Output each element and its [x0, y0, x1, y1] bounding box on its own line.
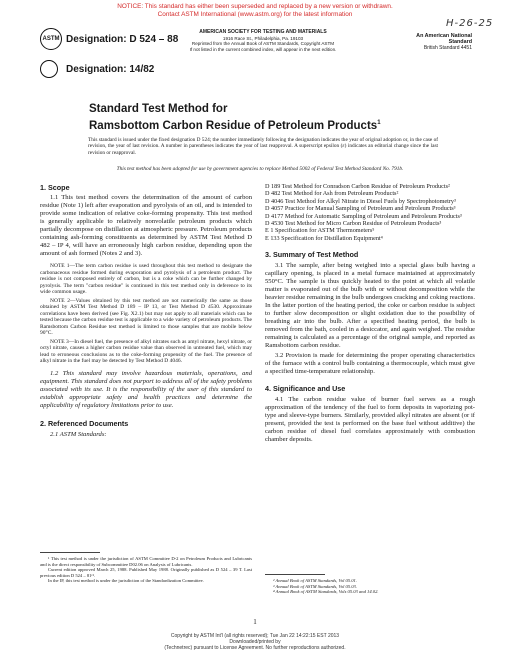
license-line-3: (Technetrec) pursuant to License Agreement. No further reproductions authorized.: [164, 645, 346, 651]
list-item: D 4177 Method for Automatic Sampling of Petroleum and Petroleum Products³: [265, 212, 462, 220]
footnote-4: ⁴ Annual Book of ASTM Standards, Vols 05.03 and 14.02.: [273, 589, 379, 595]
withdrawn-notice: [0, 3, 510, 19]
list-item: E 1 Specification for ASTM Thermometers⁵: [265, 227, 375, 235]
note-1: NOTE 1—The term carbon residue is used throughout this test method to designate the carbonaceous residue formed during evaporation and pyrolysis of a petroleum product. The residue is not composed entirely of carbon, but is a coke which can be further changed by pyrolysis. The term "carbon residue" is continued in this test method only in deference to its wide common usage.: [40, 263, 252, 295]
list-item: D 482 Test Method for Ash from Petroleum Products²: [265, 190, 399, 198]
section-3-2: 3.2 Provision is made for determining the proper operating characteristics of the furnace with a control bulb containing a thermocouple, which must give a specified time-temperature relationship.: [265, 352, 475, 376]
document-title: [89, 102, 381, 133]
section-1-1: 1.1 This test method covers the determination of the amount of carbon residue (Note 1) left after evaporation and pyrolysis of an oil, and is intended to provide some indication of relative coke-forming propensity. This test method is generally applicable to relatively nonvolatile petroleum products which partially decompose on distillation at atmospheric pressure. Petroleum products containing ash-forming constituents as determined by ASTM Test Method D 482 – IP 4, will have an erroneously high carbon residue, depending upon the amount of ash formed (Notes 2 and 3).: [40, 194, 252, 257]
section-2-heading: 2. Referenced Documents: [40, 418, 129, 428]
right-footnote-rule: [265, 574, 325, 575]
left-footnotes: [40, 556, 252, 584]
section-3-heading: 3. Summary of Test Method: [265, 250, 359, 260]
right-column: [265, 183, 475, 444]
section-3-1: 3.1 The sample, after being weighed into a special glass bulb having a capillary opening, is placed in a metal furnace maintained at approximately 550°C. The sample is thus quickly heated to the point at which all volatile matter is evaporated out of the bulb with or without decomposition while the heavier residue remaining in the bulb undergoes cracking and coking reactions. In the latter portion of the heating period, the coke or carbon residue is subject to further slow decomposition or slight oxidation due to the possibility of breathing air into the bulb. After a specified heating period, the bulb is removed from the bath, cooled in a desiccator, and again weighed. The residue remaining is calculated as a percentage of the original sample, and reported as Ramsbottom carbon residue.: [265, 262, 475, 350]
publisher-address: 1916 Race St., Philadelphia, Pa. 19103: [222, 35, 304, 41]
astm-logo-icon: [40, 28, 62, 50]
list-item: D 189 Test Method for Conradson Carbon Residue of Petroleum Products²: [265, 183, 450, 190]
footnote-2: ² Annual Book of ASTM Standards, Vol 05.01.: [273, 578, 357, 583]
list-item: D 4057 Practice for Manual Sampling of Petroleum and Petroleum Products³: [265, 205, 456, 213]
ip-logo-icon: [40, 60, 58, 78]
federal-statement: This test method has been adopted for use by government agencies to replace Method 5002 of Federal Test Method Standard No. 791b.: [116, 166, 404, 172]
list-item: D 4046 Test Method for Alkyl Nitrate in Diesel Fuels by Spectrophotometry³: [265, 197, 456, 205]
national-standard-line-2: British Standard 4451: [423, 45, 472, 51]
footnote-1-edition: Current edition approved March 25, 1988. Published May 1988. Originally published as D 524 – 39 T. Last previous edition D 524 – 81ᵉ¹.: [40, 567, 252, 578]
designation-ip: Designation: 14/82: [66, 64, 155, 75]
footnote-1: ¹ This test method is under the jurisdiction of ASTM Committee D-2 on Petroleum Products and Lubricants and is the direct responsibility of Subcommittee D02.06 on Analysis of Lubricants.: [40, 556, 252, 567]
license-line-1: Copyright by ASTM Int'l (all rights reserved); Tue Jan 22 14:22:15 EST 2013: [170, 633, 340, 639]
section-4-heading: 4. Significance and Use: [265, 384, 346, 394]
list-item: D 4530 Test Method for Micro Carbon Residue of Petroleum Products³: [265, 220, 442, 228]
publisher-name: AMERICAN SOCIETY FOR TESTING AND MATERIALS: [199, 29, 327, 35]
national-standard: [400, 33, 472, 51]
logo-text: ASTM: [42, 36, 60, 42]
notice-line-2: Contact ASTM International (www.astm.org) for the latest information: [157, 11, 353, 18]
page-number: 1: [253, 618, 257, 626]
license-footer: [0, 633, 510, 651]
section-4-1: 4.1 The carbon residue value of burner fuel serves as a rough approximation of the tendency of the fuel to form deposits in vaporizing pot-type and sleeve-type burners. Similarly, provided alkyl nitrates are absent (or if present, provided the test is performed on the base fuel without additive) the carbon residue of diesel fuel correlates approximately with combustion chamber deposits.: [265, 396, 475, 444]
left-footnote-rule: [40, 552, 100, 553]
notice-line-1: NOTICE: This standard has either been superseded and replaced by a new version or withdrawn.: [117, 3, 393, 10]
section-1-2: 1.2 This standard may involve hazardous materials, operations, and equipment. This standard does not purport to address all of the safety problems associated with its use. It is the responsibility of the user of this standard to establish appropriate safety and health practices and determine the applicability of regulatory limitations prior to use.: [40, 369, 252, 409]
list-item: E 133 Specification for Distillation Equipment⁴: [265, 234, 383, 242]
right-footnotes: [265, 578, 475, 595]
publisher-reprint: Reprinted from the Annual Book of ASTM Standards, Copyright ASTM: [191, 41, 335, 47]
publisher-listing: If not listed in the current combined index, will appear in the next edition.: [189, 46, 337, 52]
title-footnote-mark: 1: [377, 120, 381, 126]
title-line-1: Standard Test Method for: [89, 103, 228, 115]
referenced-documents-list: [265, 183, 475, 242]
issued-statement: This standard is issued under the fixed designation D 524; the number immediately following the designation indicates the year of original adoption or, in the case of revision, the year of last revision. A number in parentheses indicates the year of last reapproval. A superscript epsilon (ε) indicates an editorial change since the last revision or reapproval.: [88, 137, 438, 156]
note-3: NOTE 3—In diesel fuel, the presence of alkyl nitrates such as amyl nitrate, hexyl nitrate, or octyl nitrate, causes a higher carbon residue value than observed in untreated fuel, which may lead to erroneous conclusions as to the coke-forming propensity of the fuel. The presence of alkyl nitrate in the fuel may be detected by Test Method D 4046.: [40, 338, 252, 364]
publisher-block: [178, 30, 348, 52]
handwritten-annotation: H-26-25: [446, 18, 494, 29]
license-line-2: Downloaded/printed by: [229, 639, 281, 645]
left-column: [40, 183, 252, 439]
designation: Designation: D 524 – 88: [66, 34, 179, 45]
footnote-1-ip: In the IP, this test method is under the jurisdiction of the Standardization Committee.: [48, 578, 204, 584]
note-2: NOTE 2—Values obtained by this test method are not numerically the same as those obtained by ASTM Test Method D 189 – IP 13, or Test Method D 4530. Approximate correlations have been derived (see Fig. X2.1) but may not apply to all materials which can be tested because the carbon residue test is applicable to a wide variety of petroleum products. The Ramsbottom Carbon Residue test method is limited to those samples that are mobile below 90°C.: [40, 297, 252, 336]
section-2-1: 2.1 ASTM Standards:: [50, 430, 107, 438]
national-standard-line-1: An American National Standard: [416, 33, 472, 45]
section-1-heading: 1. Scope: [40, 183, 70, 192]
footnote-3: ³ Annual Book of ASTM Standards, Vol 05.03.: [273, 583, 357, 589]
title-line-2: Ramsbottom Carbon Residue of Petroleum Products: [89, 119, 378, 132]
